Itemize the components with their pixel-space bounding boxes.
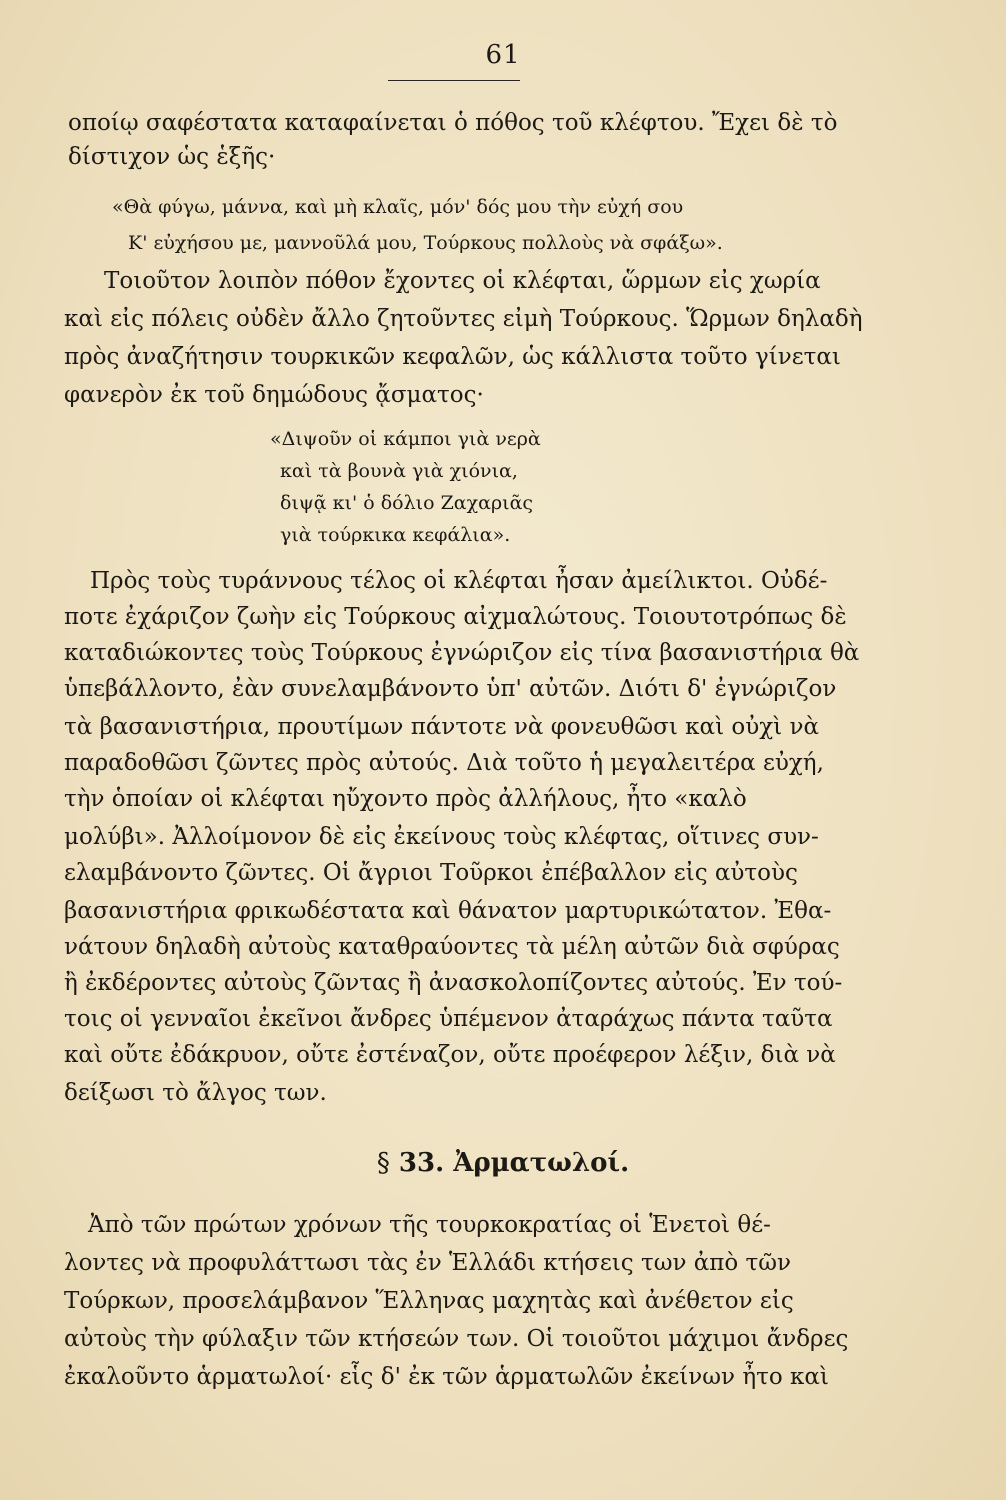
section-number: 33.	[398, 1148, 445, 1178]
verse-line: «Διψοῦν οἱ κάμποι γιὰ νερὰ	[270, 428, 541, 450]
text-line: ἐκαλοῦντο ἁρματωλοί· εἷς δ' ἐκ τῶν ἁρματωλῶν ἐκείνων ἦτο καὶ	[64, 1364, 829, 1390]
text-line: τοις οἱ γενναῖοι ἐκεῖνοι ἄνδρες ὑπέμενον ἀταράχως πάντα ταῦτα	[64, 1006, 833, 1032]
text-line: ελαμβάνοντο ζῶντες. Οἱ ἄγριοι Τοῦρκοι ἐπέβαλλον εἰς αὐτοὺς	[64, 860, 798, 886]
text-line: μολύβι». Ἀλλοίμονον δὲ εἰς ἐκείνους τοὺς κλέφτας, οἵτινες συν-	[64, 824, 819, 850]
text-line: καταδιώκοντες τοὺς Τούρκους ἐγνώριζον εἰς τίνα βασανιστήρια θὰ	[64, 640, 860, 666]
verse-line: «Θὰ φύγω, μάννα, καὶ μὴ κλαῖς, μόν' δός μου τὴν εὐχή σου	[112, 196, 684, 218]
text-line: ὑπεβάλλοντο, ἐὰν συνελαμβάνοντο ὑπ' αὐτῶν. Διότι δ' ἐγνώριζον	[64, 676, 837, 702]
page-number: 61	[485, 40, 521, 70]
text-line: Ἀπὸ τῶν πρώτων χρόνων τῆς τουρκοκρατίας οἱ Ἑνετοὶ θέ-	[88, 1212, 771, 1238]
text-line: Πρὸς τοὺς τυράννους τέλος οἱ κλέφται ἦσαν ἀμείλικτοι. Οὐδέ-	[90, 568, 828, 594]
text-line: Τοιοῦτον λοιπὸν πόθον ἔχοντες οἱ κλέφται, ὥρμων εἰς χωρία	[104, 268, 821, 294]
verse-line: Κ' εὐχήσου με, μαννοῦλά μου, Τούρκους πολλοὺς νὰ σφάξω».	[128, 232, 723, 254]
verse-line: διψᾷ κι' ὁ δόλιο Ζαχαριᾶς	[280, 492, 534, 514]
text-line: οποίῳ σαφέστατα καταφαίνεται ὁ πόθος τοῦ κλέφτου. Ἔχει δὲ τὸ	[68, 110, 838, 136]
text-line: δίστιχον ὡς ἑξῆς·	[68, 144, 276, 170]
text-line: Τούρκων, προσελάμβανον Ἕλληνας μαχητὰς καὶ ἀνέθετον εἰς	[64, 1288, 794, 1314]
text-line: αὐτοὺς τὴν φύλαξιν τῶν κτήσεών των. Οἱ τοιοῦτοι μάχιμοι ἄνδρες	[64, 1326, 849, 1352]
verse-line: γιὰ τούρκικα κεφάλια».	[280, 524, 511, 546]
section-symbol: §	[376, 1148, 390, 1178]
page-number-rule	[388, 80, 520, 81]
text-line: νάτουν δηλαδὴ αὐτοὺς καταθραύοντες τὰ μέλη αὐτῶν διὰ σφύρας	[64, 934, 840, 960]
text-line: ποτε ἐχάριζον ζωὴν εἰς Τούρκους αἰχμαλώτους. Τοιουτοτρόπως δὲ	[64, 604, 847, 630]
text-line: ἢ ἐκδέροντες αὐτοὺς ζῶντας ἢ ἀνασκολοπίζοντες αὐτούς. Ἐν τού-	[64, 970, 843, 996]
text-line: καὶ οὔτε ἐδάκρυον, οὔτε ἐστέναζον, οὔτε προέφερον λέξιν, διὰ νὰ	[64, 1042, 836, 1068]
text-line: τὰ βασανιστήρια, προυτίμων πάντοτε νὰ φονευθῶσι καὶ οὐχὶ νὰ	[64, 714, 820, 740]
text-line: τὴν ὁποίαν οἱ κλέφται ηὔχοντο πρὸς ἀλλήλους, ἦτο «καλὸ	[64, 786, 747, 812]
text-line: δείξωσι τὸ ἄλγος των.	[64, 1080, 327, 1106]
text-line: παραδοθῶσι ζῶντες πρὸς αὐτούς. Διὰ τοῦτο ἡ μεγαλειτέρα εὐχή,	[64, 750, 824, 776]
section-title: Ἀρματωλοί.	[453, 1148, 630, 1178]
section-heading	[0, 1148, 1006, 1178]
text-line: καὶ εἰς πόλεις οὐδὲν ἄλλο ζητοῦντες εἰμὴ Τούρκους. Ὥρμων δηλαδὴ	[64, 306, 863, 332]
verse-line: καὶ τὰ βουνὰ γιὰ χιόνια,	[280, 460, 518, 482]
text-line: πρὸς ἀναζήτησιν τουρκικῶν κεφαλῶν, ὡς κάλλιστα τοῦτο γίνεται	[64, 344, 841, 370]
text-line: λοντες νὰ προφυλάττωσι τὰς ἐν Ἑλλάδι κτήσεις των ἀπὸ τῶν	[64, 1250, 792, 1276]
text-line: βασανιστήρια φρικωδέστατα καὶ θάνατον μαρτυρικώτατον. Ἐθα-	[64, 898, 832, 924]
text-line: φανερὸν ἐκ τοῦ δημώδους ᾄσματος·	[64, 382, 484, 408]
